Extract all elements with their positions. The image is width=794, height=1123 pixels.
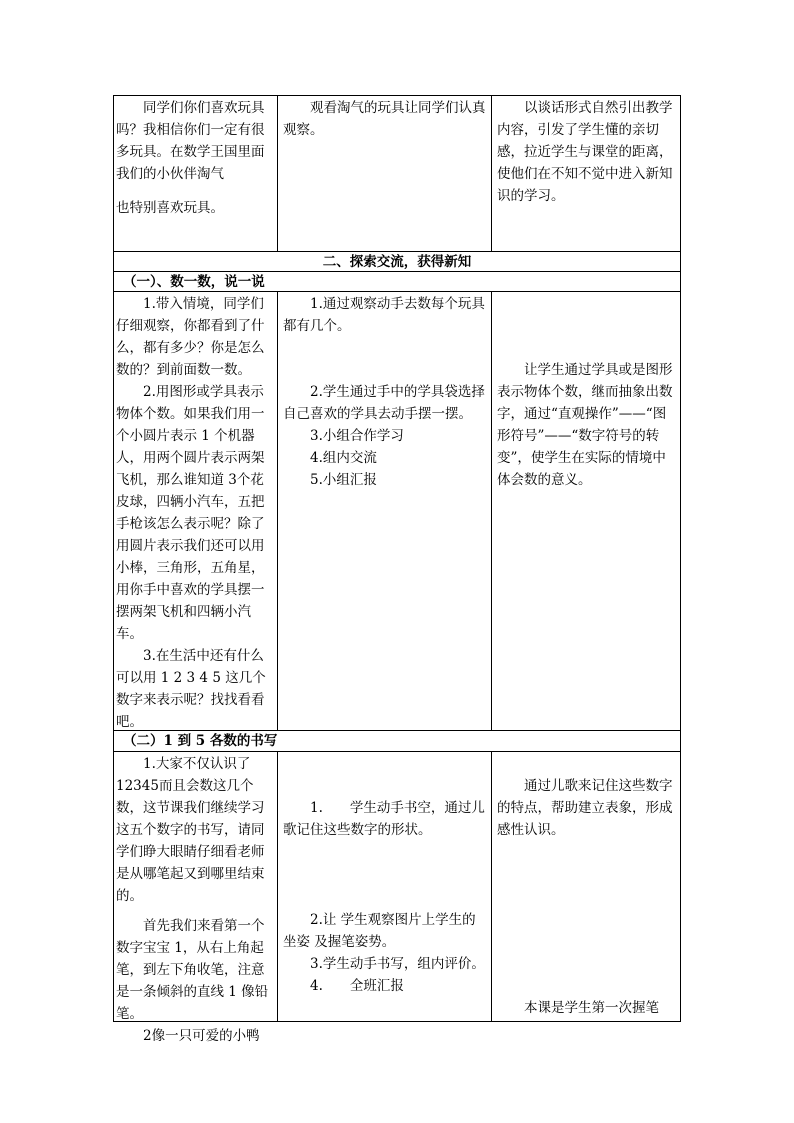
list-item: 4.组内交流 [310, 450, 377, 466]
list-item: 4. 全班汇报 [310, 978, 404, 994]
part1-student-cell [283, 293, 487, 491]
lesson-plan-table [113, 95, 681, 1044]
paragraph: 2.让 学生观察图片上学生的坐姿 及握笔姿势。 [283, 912, 476, 950]
paragraph: 2.用图形或学具表示物体个数。如果我们用一个小圆片表示 1 个机器人，用两个圆片表示两架飞机，那么谁知道 3个花皮球，四辆小汽车，五把手枪该怎么表示呢？除了用圆片表示我们还可以用小棒，三角形，五角星，用你手中喜欢的学具摆一摆两架飞机和四辆小汽车。 [116, 384, 265, 642]
section-title: 二、探索交流，获得新知 [322, 254, 472, 270]
row-divider [113, 751, 681, 752]
column-divider [277, 291, 278, 730]
intro-teacher-cell [116, 97, 276, 219]
paragraph: 2像一只可爱的小鸭 [143, 1028, 260, 1044]
list-item: 3.学生动手书写，组内评价。 [310, 956, 485, 972]
paragraph: 也特别喜欢玩具。 [116, 200, 224, 216]
intro-design-cell [497, 97, 677, 207]
list-item: 3.小组合作学习 [310, 428, 404, 444]
paragraph: 以谈话形式自然引出教学内容，引发了学生懂的亲切感，拉近学生与课堂的距离，使他们在不知不觉中进入新知识的学习。 [497, 100, 673, 204]
part2-teacher-cell [116, 753, 276, 1047]
paragraph: 让学生通过学具或是图形表示物体个数，继而抽象出数字，通过“直观操作”——“图形符号”——“数字符号的转变”，使学生在实际的情境中体会数的意义。 [497, 362, 673, 488]
row-divider [113, 95, 681, 96]
part-heading: （一）、数一数，说一说 [123, 274, 265, 290]
paragraph: 本课是学生第一次握笔 [524, 1000, 659, 1016]
table-border-right [680, 95, 681, 1022]
part-heading: （二）1 到 5 各数的书写 [123, 733, 278, 749]
column-divider [491, 751, 492, 1022]
part2-design-cell-continued [497, 997, 677, 1019]
part1-teacher-cell [116, 293, 276, 733]
column-divider [491, 291, 492, 730]
part2-student-cell [283, 797, 487, 997]
paragraph: 1.大家不仅认识了12345而且会数这几个数，这节课我们继续学习这五个数字的书写，请同学们睁大眼睛仔细看老师是从哪笔起又到哪里结束的。 [116, 756, 265, 904]
part2-design-cell [497, 775, 677, 841]
column-divider [277, 751, 278, 1022]
paragraph: 同学们你们喜欢玩具吗？我相信你们一定有很多玩具。在数学王国里面我们的小伙伴淘气 [116, 100, 265, 182]
paragraph: 观看淘气的玩具让同学们认真观察。 [283, 100, 486, 138]
paragraph: 首先我们来看第一个数字宝宝 1，从右上角起笔，到左下角收笔，注意是一条倾斜的直线 1 像铅笔。 [116, 918, 269, 1022]
paragraph: 1.通过观察动手去数每个玩具都有几个。 [283, 296, 485, 334]
paragraph: 3.在生活中还有什么可以用 1 2 3 4 5 这几个数字来表示呢？找找看看吧。 [116, 648, 266, 730]
column-divider [491, 95, 492, 252]
paragraph: 通过儿歌来记住这些数字的特点，帮助建立表象，形成感性认识。 [497, 778, 673, 838]
part1-design-cell [497, 359, 677, 491]
paragraph: 1.带入情境，同学们仔细观察，你都看到了什么，都有多少？你是怎么数的？到前面数一数。 [116, 296, 265, 378]
paragraph: 1. 学生动手书空，通过儿歌记住这些数字的形状。 [283, 800, 485, 838]
intro-student-cell [283, 97, 487, 141]
list-item: 5.小组汇报 [310, 472, 377, 488]
paragraph: 2.学生通过手中的学具袋选择自己喜欢的学具去动手摆一摆。 [283, 384, 485, 422]
column-divider [277, 95, 278, 252]
table-border-left [113, 95, 114, 1022]
